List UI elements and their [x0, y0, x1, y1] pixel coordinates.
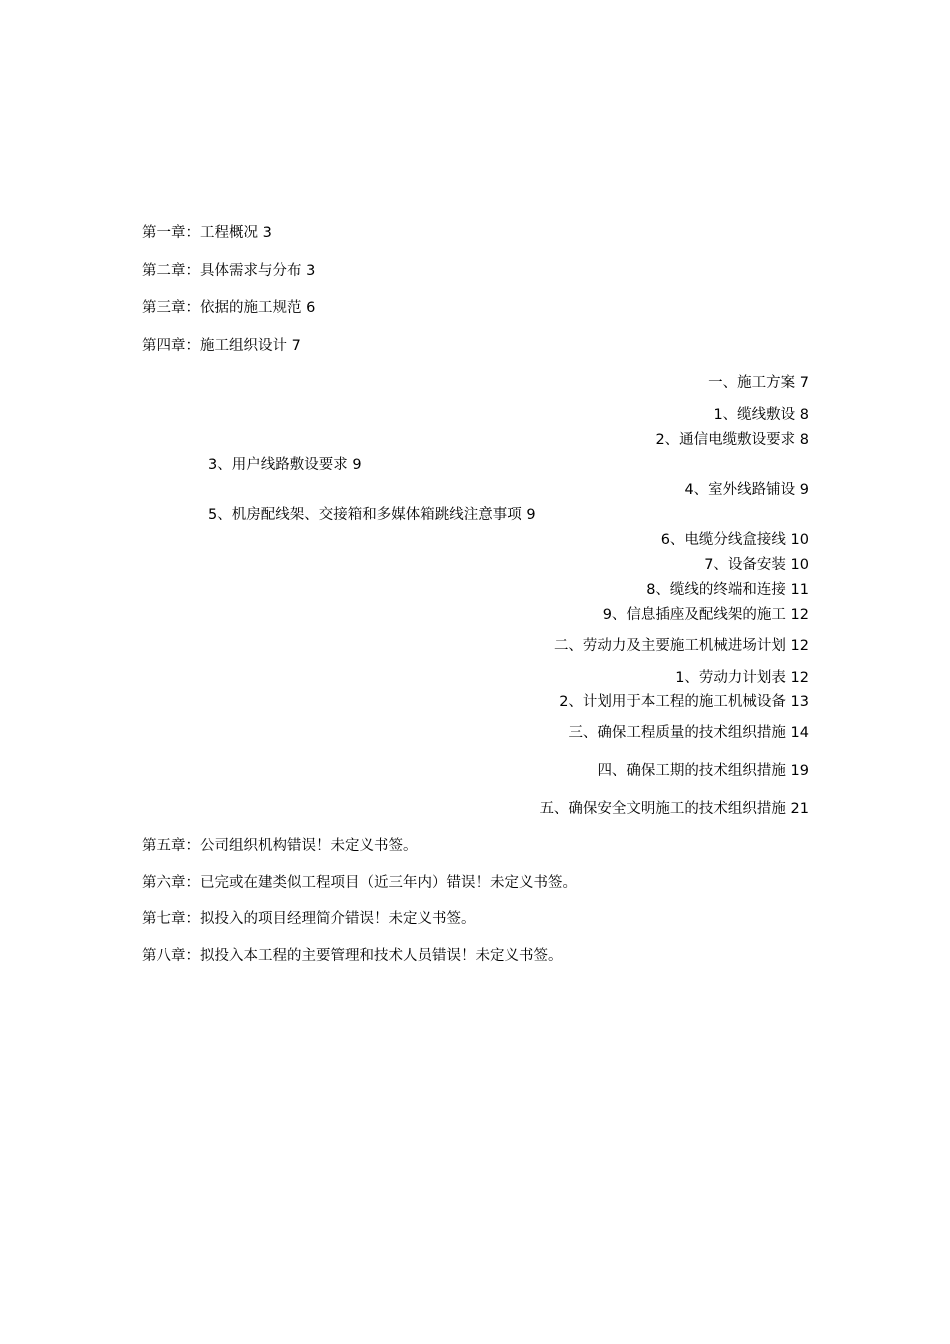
- toc-chapter-3[interactable]: 第三章：依据的施工规范 6: [142, 300, 316, 316]
- toc-chapter-1[interactable]: 第一章：工程概况 3: [142, 225, 272, 241]
- toc-section-2[interactable]: 二、劳动力及主要施工机械进场计划 12: [553, 638, 809, 654]
- toc-section-4[interactable]: 四、确保工期的技术组织措施 19: [597, 763, 809, 779]
- toc-section-3[interactable]: 三、确保工程质量的技术组织措施 14: [568, 725, 809, 741]
- toc-item-1-9[interactable]: 9、信息插座及配线架的施工 12: [602, 607, 809, 623]
- toc-item-1-7[interactable]: 7、设备安装 10: [704, 557, 809, 573]
- toc-item-1-4[interactable]: 4、室外线路铺设 9: [684, 482, 809, 498]
- toc-section-1[interactable]: 一、施工方案 7: [708, 375, 809, 391]
- toc-chapter-4[interactable]: 第四章：施工组织设计 7: [142, 338, 301, 354]
- toc-item-1-6[interactable]: 6、电缆分线盒接线 10: [660, 532, 809, 548]
- toc-chapter-6[interactable]: 第六章：已完或在建类似工程项目（近三年内）错误！未定义书签。: [142, 875, 577, 891]
- toc-item-1-2[interactable]: 2、通信电缆敷设要求 8: [655, 432, 809, 448]
- toc-section-5[interactable]: 五、确保安全文明施工的技术组织措施 21: [539, 801, 809, 817]
- toc-item-2-2[interactable]: 2、计划用于本工程的施工机械设备 13: [559, 694, 809, 710]
- toc-item-1-1[interactable]: 1、缆线敷设 8: [713, 407, 809, 423]
- toc-chapter-5[interactable]: 第五章：公司组织机构错误！未定义书签。: [142, 838, 418, 854]
- toc-chapter-8[interactable]: 第八章：拟投入本工程的主要管理和技术人员错误！未定义书签。: [142, 948, 563, 964]
- toc-chapter-7[interactable]: 第七章：拟投入的项目经理简介错误！未定义书签。: [142, 911, 476, 927]
- toc-item-1-3[interactable]: 3、用户线路敷设要求 9: [208, 457, 362, 473]
- toc-item-2-1[interactable]: 1、劳动力计划表 12: [675, 670, 809, 686]
- toc-chapter-2[interactable]: 第二章：具体需求与分布 3: [142, 263, 316, 279]
- toc-item-1-8[interactable]: 8、缆线的终端和连接 11: [646, 582, 809, 598]
- toc-item-1-5[interactable]: 5、机房配线架、交接箱和多媒体箱跳线注意事项 9: [208, 507, 536, 523]
